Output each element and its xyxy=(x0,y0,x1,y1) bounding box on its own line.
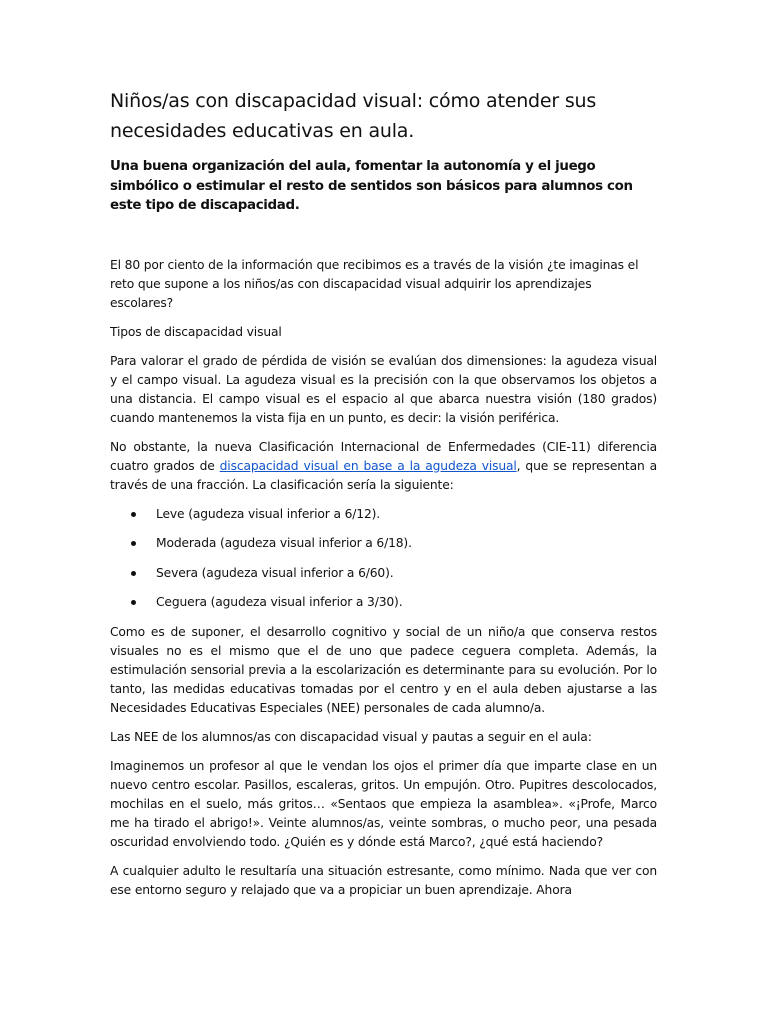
bullet-icon xyxy=(131,571,136,576)
list-item xyxy=(110,593,657,612)
bullet-icon xyxy=(131,512,136,517)
section-heading-nee: Las NEE de los alumnos/as con discapacidad visual y pautas a seguir en el aula: xyxy=(110,729,592,744)
paragraph-assessment: Para valorar el grado de pérdida de visión se evalúan dos dimensiones: la agudeza visual y el campo visual. La agudeza visual es la precisión con la que observamos los objetos a una distancia. El campo visual es el espacio al que abarca nuestra visión (180 grados) cuando mantenemos la vista fija en un punto, es decir: la visión periférica. xyxy=(110,353,657,425)
classification-text-after: , que se representan a través de una fracción. La clasificación sería la siguiente: xyxy=(110,458,657,492)
paragraph-development: Como es de suponer, el desarrollo cognitivo y social de un niño/a que conserva restos visuales no es el mismo que el de uno que padece ceguera completa. Además, la estimulación sensorial previa a la escolarización es determinante para su evolución. Por lo tanto, las medidas educativas tomadas por el centro y en el aula deben ajustarse a las Necesidades Educativas Especiales (NEE) personales de cada alumno/a. xyxy=(110,624,657,715)
list-item xyxy=(110,534,657,553)
list-item-text: Leve (agudeza visual inferior a 6/12). xyxy=(156,506,381,521)
document-subtitle: Una buena organización del aula, fomentar la autonomía y el juego simbólico o estimular el resto de sentidos son básicos para alumnos con este tipo de discapacidad. xyxy=(110,159,633,213)
document-title: Niños/as con discapacidad visual: cómo atender sus necesidades educativas en aula. xyxy=(110,90,597,142)
list-item-text: Severa (agudeza visual inferior a 6/60). xyxy=(156,565,394,580)
bullet-icon xyxy=(131,541,136,546)
list-item xyxy=(110,505,657,524)
section-heading-types: Tipos de discapacidad visual xyxy=(110,324,282,339)
list-item-text: Ceguera (agudeza visual inferior a 3/30). xyxy=(156,595,403,609)
bullet-icon xyxy=(131,600,136,605)
list-item-text: Moderada (agudeza visual inferior a 6/18). xyxy=(156,536,412,550)
classification-text-before: No obstante, la nueva Clasificación Internacional de Enfermedades (CIE-11) diferencia cuatro grados de xyxy=(110,439,657,473)
paragraph-adult: A cualquier adulto le resultaría una situación estresante, como mínimo. Nada que ver con ese entorno seguro y relajado que va a propiciar un buen aprendizaje. Ahora xyxy=(110,863,657,897)
list-item xyxy=(110,564,657,583)
paragraph-imagine: Imaginemos un profesor al que le vendan los ojos el primer día que imparte clase en un nuevo centro escolar. Pasillos, escaleras, gritos. Un empujón. Otro. Pupitres descolocados, mochilas en el suelo, más gritos… «Sentaos que empieza la asamblea». «¡Profe, Marco me ha tirado el abrigo!». Veinte alumnos/as, veinte sombras, o mucho peor, una pesada oscuridad envolviendo todo. ¿Quién es y dónde está Marco?, ¿qué está haciendo? xyxy=(110,758,657,849)
severity-list xyxy=(110,505,657,613)
paragraph-classification xyxy=(110,438,657,495)
classification-link[interactable]: discapacidad visual en base a la agudeza visual xyxy=(219,458,517,473)
paragraph-intro: El 80 por ciento de la información que recibimos es a través de la visión ¿te imaginas el reto que supone a los niños/as con discapacidad visual adquirir los aprendizajes escolares? xyxy=(110,257,639,310)
document-page xyxy=(110,86,657,910)
